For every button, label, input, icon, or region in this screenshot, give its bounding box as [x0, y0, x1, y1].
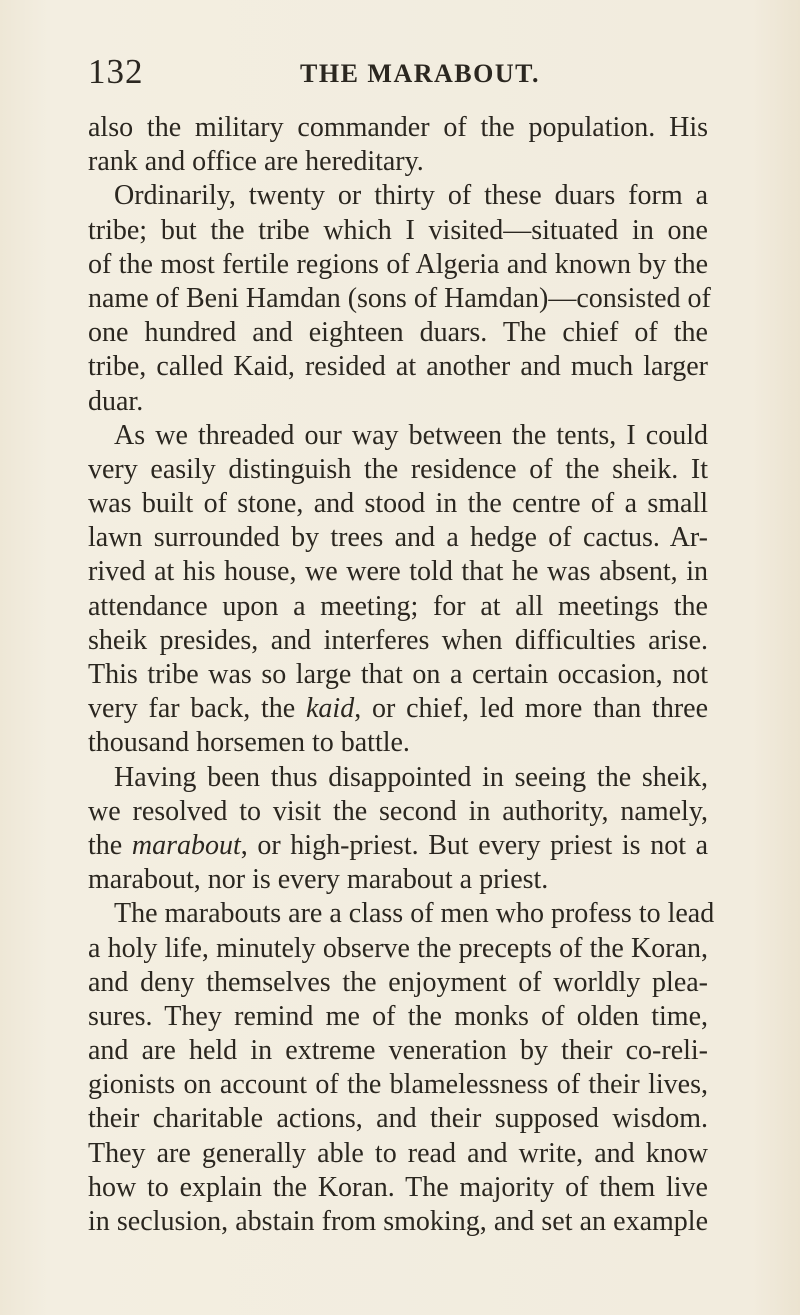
text-line: sheik presides, and interferes when difficulties arise.: [88, 624, 708, 656]
text-line: and are held in extreme veneration by their co-reli-: [88, 1035, 708, 1067]
text-line: of the most fertile regions of Algeria and known by the: [88, 248, 708, 280]
text-segment: , or high-priest. But every priest is not a: [240, 829, 709, 861]
italic-term: kaid: [305, 693, 355, 725]
text-segment: the: [88, 829, 123, 861]
page-header: [0, 52, 800, 102]
text-line: gionists on account of the blamelessness of their lives,: [88, 1069, 708, 1101]
body-text: [88, 111, 715, 1239]
text-line: Ordinarily, twenty or thirty of these duars form a: [114, 180, 708, 212]
text-line: tribe; but the tribe which I visited—situated in one: [88, 214, 708, 246]
text-line: and deny themselves the enjoyment of worldly plea-: [88, 966, 708, 998]
text-segment: , or chief, led more than three: [354, 693, 709, 725]
text-line: marabout, nor is every marabout a priest.: [88, 864, 549, 896]
text-line: in seclusion, abstain from smoking, and set an example: [88, 1206, 708, 1237]
text-line: The marabouts are a class of men who profess to lead: [114, 898, 715, 930]
text-line: sures. They remind me of the monks of olden time,: [88, 1000, 708, 1032]
text-line: how to explain the Koran. The majority of them live: [88, 1171, 708, 1203]
text-line: This tribe was so large that on a certain occasion, not: [88, 659, 708, 690]
text-line: [88, 829, 708, 863]
text-line: Having been thus disappointed in seeing the sheik,: [114, 761, 708, 793]
text-line: their charitable actions, and their supposed wisdom.: [88, 1103, 708, 1135]
text-line: thousand horsemen to battle.: [88, 727, 410, 759]
text-line: also the military commander of the population. His: [88, 112, 708, 143]
text-line: lawn surrounded by trees and a hedge of cactus. Ar-: [88, 522, 708, 554]
text-line: rank and office are hereditary.: [88, 146, 424, 178]
text-line: we resolved to visit the second in authority, namely,: [88, 795, 708, 827]
text-line: very easily distinguish the residence of the sheik. It: [88, 453, 708, 485]
text-line: They are generally able to read and write, and know: [88, 1137, 708, 1169]
text-line: rived at his house, we were told that he was absent, in: [88, 556, 708, 588]
text-line: a holy life, minutely observe the precepts of the Koran,: [88, 932, 708, 964]
italic-term: marabout: [131, 829, 241, 861]
text-line: tribe, called Kaid, resided at another and much larger: [88, 351, 708, 383]
text-line: one hundred and eighteen duars. The chief of the: [88, 317, 708, 349]
text-segment: very far back, the: [88, 693, 296, 725]
text-line: was built of stone, and stood in the centre of a small: [88, 488, 708, 520]
text-line: As we threaded our way between the tents, I could: [114, 419, 708, 451]
page-number: 132: [88, 52, 144, 91]
text-line: name of Beni Hamdan (sons of Hamdan)—consisted of: [88, 282, 711, 314]
text-line: [88, 692, 708, 726]
text-line: attendance upon a meeting; for at all meetings the: [88, 590, 708, 622]
running-head: THE MARABOUT.: [300, 59, 541, 88]
text-line: duar.: [88, 385, 144, 417]
